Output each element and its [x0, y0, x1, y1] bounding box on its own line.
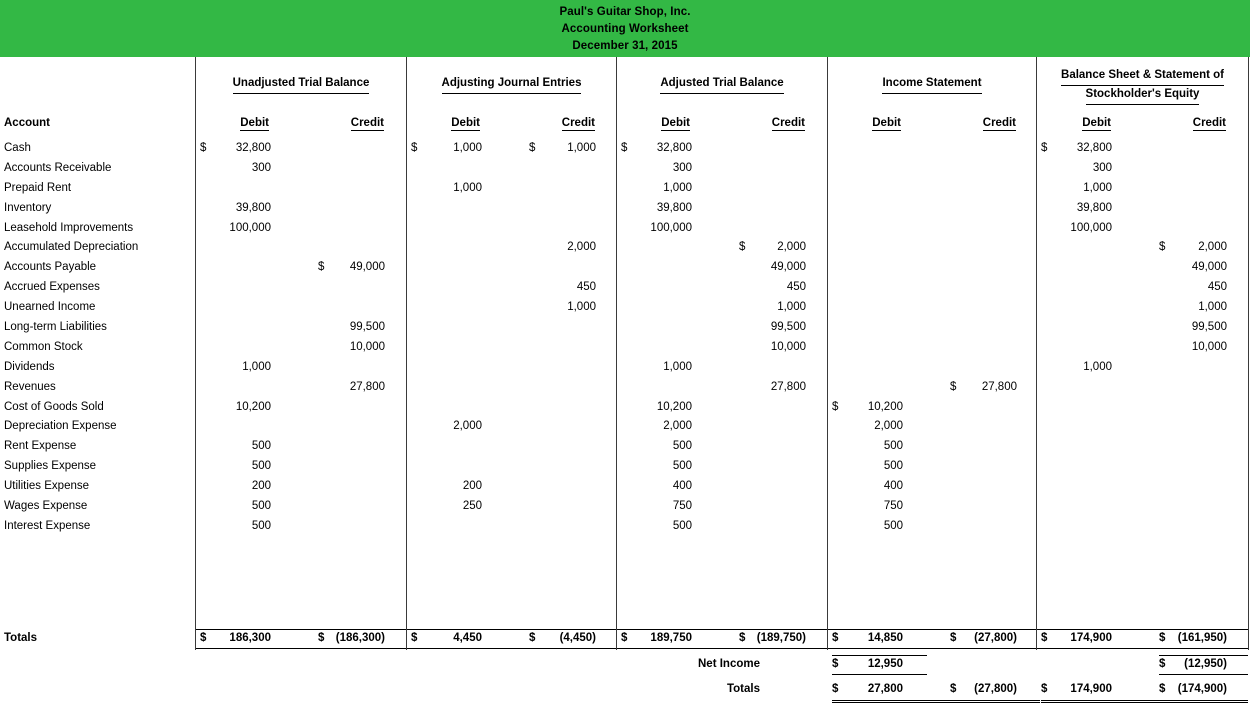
- amount-cell-utb-d: 300: [251, 161, 271, 174]
- amount-cell-utb-d: 200: [251, 480, 271, 493]
- amount-cell-is-c: 27,800: [981, 380, 1017, 393]
- amount-cell-bs-c: 49,000: [1191, 261, 1227, 274]
- currency-symbol: $: [739, 632, 746, 644]
- account-name: Revenues: [4, 380, 56, 393]
- amount-cell-is-d: 2,000: [874, 420, 903, 433]
- total-cell-is-d: 12,950: [867, 658, 903, 670]
- amount-cell-atb-c: 450: [786, 281, 806, 294]
- account-name: Accumulated Depreciation: [4, 241, 139, 254]
- amount-cell-atb-d: 400: [672, 480, 692, 493]
- account-name: Cash: [4, 142, 31, 154]
- account-name: Wages Expense: [4, 500, 88, 513]
- amount-cell-atb-d: 2,000: [663, 420, 692, 433]
- amount-cell-utb-d: 39,800: [235, 201, 271, 214]
- table-row: [0, 359, 1250, 379]
- total-cell-bs-d: 174,900: [1070, 632, 1112, 644]
- currency-symbol: $: [1159, 241, 1166, 254]
- account-name: Cost of Goods Sold: [4, 400, 104, 413]
- column-group-header: [0, 57, 1250, 140]
- currency-symbol: $: [739, 241, 746, 254]
- amount-cell-atb-c: 27,800: [770, 380, 806, 393]
- amount-cell-atb-d: 750: [672, 500, 692, 513]
- table-row: [0, 418, 1250, 438]
- total-cell-aje-d: 4,450: [453, 632, 482, 644]
- amount-cell-utb-d: 500: [251, 460, 271, 473]
- amount-cell-is-d: 400: [883, 480, 903, 493]
- currency-symbol: $: [1041, 683, 1048, 695]
- amount-cell-is-d: 750: [883, 500, 903, 513]
- account-name: Inventory: [4, 201, 52, 214]
- title-banner: [0, 0, 1250, 57]
- amount-cell-is-d: 500: [883, 460, 903, 473]
- table-row: [0, 140, 1250, 160]
- amount-cell-utb-d: 500: [251, 440, 271, 453]
- currency-symbol: $: [411, 632, 418, 644]
- currency-symbol: $: [529, 632, 536, 644]
- table-row: [0, 458, 1250, 478]
- amount-cell-aje-d: 1,000: [453, 181, 482, 194]
- total-cell-bs-c: (12,950): [1184, 658, 1227, 670]
- table-row: [0, 478, 1250, 498]
- account-name: Unearned Income: [4, 301, 96, 314]
- currency-symbol: $: [832, 400, 839, 413]
- amount-cell-atb-c: 49,000: [770, 261, 806, 274]
- final-totals-row: [0, 680, 1250, 700]
- amount-cell-aje-c: 1,000: [567, 142, 596, 154]
- account-name: Depreciation Expense: [4, 420, 117, 433]
- amount-cell-utb-c: 27,800: [349, 380, 385, 393]
- account-name: Utilities Expense: [4, 480, 90, 493]
- amount-cell-atb-d: 10,200: [656, 400, 692, 413]
- account-name: Accounts Payable: [4, 261, 97, 274]
- table-row: [0, 379, 1250, 399]
- document-title: Accounting Worksheet: [561, 22, 689, 35]
- amount-cell-aje-d: 1,000: [453, 142, 482, 154]
- final-totals-double-rule-is: [832, 699, 1040, 703]
- currency-symbol: $: [1041, 632, 1048, 644]
- amount-cell-bs-d: 100,000: [1070, 221, 1112, 234]
- amount-cell-atb-c: 1,000: [777, 301, 806, 314]
- totals-label: Totals: [726, 683, 760, 695]
- amount-cell-atb-d: 32,800: [656, 142, 692, 154]
- amount-cell-aje-d: 200: [462, 480, 482, 493]
- amount-cell-atb-d: 39,800: [656, 201, 692, 214]
- amount-cell-aje-d: 250: [462, 500, 482, 513]
- amount-cell-utb-d: 1,000: [242, 360, 271, 373]
- account-name: Dividends: [4, 360, 55, 373]
- currency-symbol: $: [950, 632, 957, 644]
- totals-row: [0, 629, 1250, 649]
- amount-cell-atb-d: 100,000: [650, 221, 692, 234]
- table-row: [0, 518, 1250, 538]
- currency-symbol: $: [950, 683, 957, 695]
- worksheet-rows: [0, 140, 1250, 538]
- amount-cell-utb-d: 32,800: [235, 142, 271, 154]
- total-cell-bs-d: 174,900: [1070, 683, 1112, 695]
- amount-cell-bs-d: 39,800: [1076, 201, 1112, 214]
- account-name: Long-term Liabilities: [4, 321, 107, 334]
- table-row: [0, 259, 1250, 279]
- statement-date: December 31, 2015: [572, 39, 678, 52]
- currency-symbol: $: [1159, 658, 1166, 670]
- accounting-worksheet: [0, 57, 1250, 695]
- amount-cell-utb-d: 100,000: [229, 221, 271, 234]
- table-row: [0, 498, 1250, 518]
- amount-cell-atb-c: 99,500: [770, 321, 806, 334]
- column-header-bs-credit: Credit: [1192, 117, 1226, 129]
- totals-rule-top-3: [828, 629, 1036, 630]
- currency-symbol: $: [411, 142, 418, 154]
- totals-rule-top-2: [617, 629, 827, 630]
- amount-cell-atb-d: 300: [672, 161, 692, 174]
- amount-cell-utb-c: 49,000: [349, 261, 385, 274]
- currency-symbol: $: [1159, 632, 1166, 644]
- column-header-atb-credit: Credit: [771, 117, 805, 129]
- amount-cell-aje-c: 450: [576, 281, 596, 294]
- amount-cell-utb-d: 500: [251, 519, 271, 532]
- amount-cell-utb-c: 99,500: [349, 321, 385, 334]
- column-header-account: Account: [4, 117, 50, 129]
- total-cell-bs-c: (161,950): [1177, 632, 1227, 644]
- currency-symbol: $: [200, 142, 207, 154]
- amount-cell-is-d: 10,200: [867, 400, 903, 413]
- currency-symbol: $: [832, 658, 839, 670]
- amount-cell-bs-d: 300: [1092, 161, 1112, 174]
- amount-cell-atb-d: 500: [672, 519, 692, 532]
- currency-symbol: $: [832, 683, 839, 695]
- account-name: Prepaid Rent: [4, 181, 72, 194]
- currency-symbol: $: [1159, 683, 1166, 695]
- total-cell-utb-c: (186,300): [335, 632, 385, 644]
- column-header-utb-debit: Debit: [240, 117, 269, 129]
- amount-cell-atb-d: 1,000: [663, 181, 692, 194]
- amount-cell-bs-c: 450: [1207, 281, 1227, 294]
- column-header-utb-credit: Credit: [350, 117, 384, 129]
- totals-rule-top-1: [407, 629, 616, 630]
- amount-cell-atb-d: 500: [672, 440, 692, 453]
- group-header-balance-sheet: Balance Sheet & Statement of Stockholder's Equity: [1037, 67, 1248, 105]
- column-header-is-credit: Credit: [982, 117, 1016, 129]
- totals-label: Net Income: [698, 658, 760, 670]
- amount-cell-aje-c: 2,000: [567, 241, 596, 254]
- group-header-adjusting-journal-entries: Adjusting Journal Entries: [407, 75, 616, 94]
- amount-cell-bs-c: 10,000: [1191, 340, 1227, 353]
- totals-rule-bottom-4: [1037, 648, 1248, 649]
- currency-symbol: $: [832, 632, 839, 644]
- final-totals-double-rule-bs: [1041, 699, 1248, 703]
- account-name: Leasehold Improvements: [4, 221, 134, 234]
- total-cell-atb-d: 189,750: [650, 632, 692, 644]
- amount-cell-atb-d: 500: [672, 460, 692, 473]
- column-header-atb-debit: Debit: [661, 117, 690, 129]
- group-header-adjusted-trial-balance: Adjusted Trial Balance: [617, 75, 827, 94]
- table-row: [0, 339, 1250, 359]
- table-row: [0, 279, 1250, 299]
- currency-symbol: $: [318, 261, 325, 274]
- table-row: [0, 180, 1250, 200]
- total-cell-is-c: (27,800): [974, 683, 1017, 695]
- amount-cell-bs-c: 99,500: [1191, 321, 1227, 334]
- table-row: [0, 399, 1250, 419]
- currency-symbol: $: [318, 632, 325, 644]
- amount-cell-utb-c: 10,000: [349, 340, 385, 353]
- net-income-rule-bottom-is: [832, 674, 927, 675]
- table-row: [0, 200, 1250, 220]
- total-cell-is-d: 14,850: [867, 632, 903, 644]
- total-cell-atb-c: (189,750): [756, 632, 806, 644]
- totals-rule-bottom-0: [196, 648, 406, 649]
- table-row: [0, 239, 1250, 259]
- total-cell-aje-c: (4,450): [559, 632, 596, 644]
- amount-cell-bs-c: 2,000: [1198, 241, 1227, 254]
- table-row: [0, 438, 1250, 458]
- total-cell-bs-c: (174,900): [1177, 683, 1227, 695]
- amount-cell-atb-d: 1,000: [663, 360, 692, 373]
- totals-rule-top-4: [1037, 629, 1248, 630]
- net-income-rule-bottom-bs: [1159, 674, 1248, 675]
- currency-symbol: $: [529, 142, 536, 154]
- totals-rule-bottom-3: [828, 648, 1036, 649]
- amount-cell-utb-d: 10,200: [235, 400, 271, 413]
- total-cell-is-c: (27,800): [974, 632, 1017, 644]
- account-name: Rent Expense: [4, 440, 77, 453]
- totals-rule-top-0: [196, 629, 406, 630]
- amount-cell-aje-d: 2,000: [453, 420, 482, 433]
- table-row: [0, 220, 1250, 240]
- totals-rule-bottom-1: [407, 648, 616, 649]
- amount-cell-utb-d: 500: [251, 500, 271, 513]
- totals-rule-bottom-2: [617, 648, 827, 649]
- account-name: Accrued Expenses: [4, 281, 100, 294]
- amount-cell-atb-c: 10,000: [770, 340, 806, 353]
- net-income-row: [0, 655, 1250, 675]
- group-header-unadjusted-trial-balance: Unadjusted Trial Balance: [196, 75, 406, 94]
- currency-symbol: $: [950, 380, 957, 393]
- currency-symbol: $: [621, 142, 628, 154]
- amount-cell-bs-d: 32,800: [1076, 142, 1112, 154]
- totals-label: Totals: [4, 632, 38, 644]
- amount-cell-bs-c: 1,000: [1198, 301, 1227, 314]
- amount-cell-is-d: 500: [883, 519, 903, 532]
- company-name: Paul's Guitar Shop, Inc.: [559, 5, 691, 18]
- amount-cell-aje-c: 1,000: [567, 301, 596, 314]
- currency-symbol: $: [1041, 142, 1048, 154]
- column-header-bs-debit: Debit: [1082, 117, 1111, 129]
- currency-symbol: $: [621, 632, 628, 644]
- net-income-rule-top-is: [832, 655, 927, 656]
- table-row: [0, 319, 1250, 339]
- column-header-aje-credit: Credit: [561, 117, 595, 129]
- table-row: [0, 299, 1250, 319]
- account-name: Accounts Receivable: [4, 161, 112, 174]
- column-header-aje-debit: Debit: [451, 117, 480, 129]
- net-income-rule-top-bs: [1159, 655, 1248, 656]
- group-header-income-statement: Income Statement: [828, 75, 1036, 94]
- account-name: Common Stock: [4, 340, 83, 353]
- account-name: Supplies Expense: [4, 460, 97, 473]
- amount-cell-bs-d: 1,000: [1083, 360, 1112, 373]
- amount-cell-atb-c: 2,000: [777, 241, 806, 254]
- total-cell-utb-d: 186,300: [229, 632, 271, 644]
- account-name: Interest Expense: [4, 519, 91, 532]
- column-header-is-debit: Debit: [872, 117, 901, 129]
- currency-symbol: $: [200, 632, 207, 644]
- amount-cell-is-d: 500: [883, 440, 903, 453]
- table-row: [0, 160, 1250, 180]
- amount-cell-bs-d: 1,000: [1083, 181, 1112, 194]
- total-cell-is-d: 27,800: [867, 683, 903, 695]
